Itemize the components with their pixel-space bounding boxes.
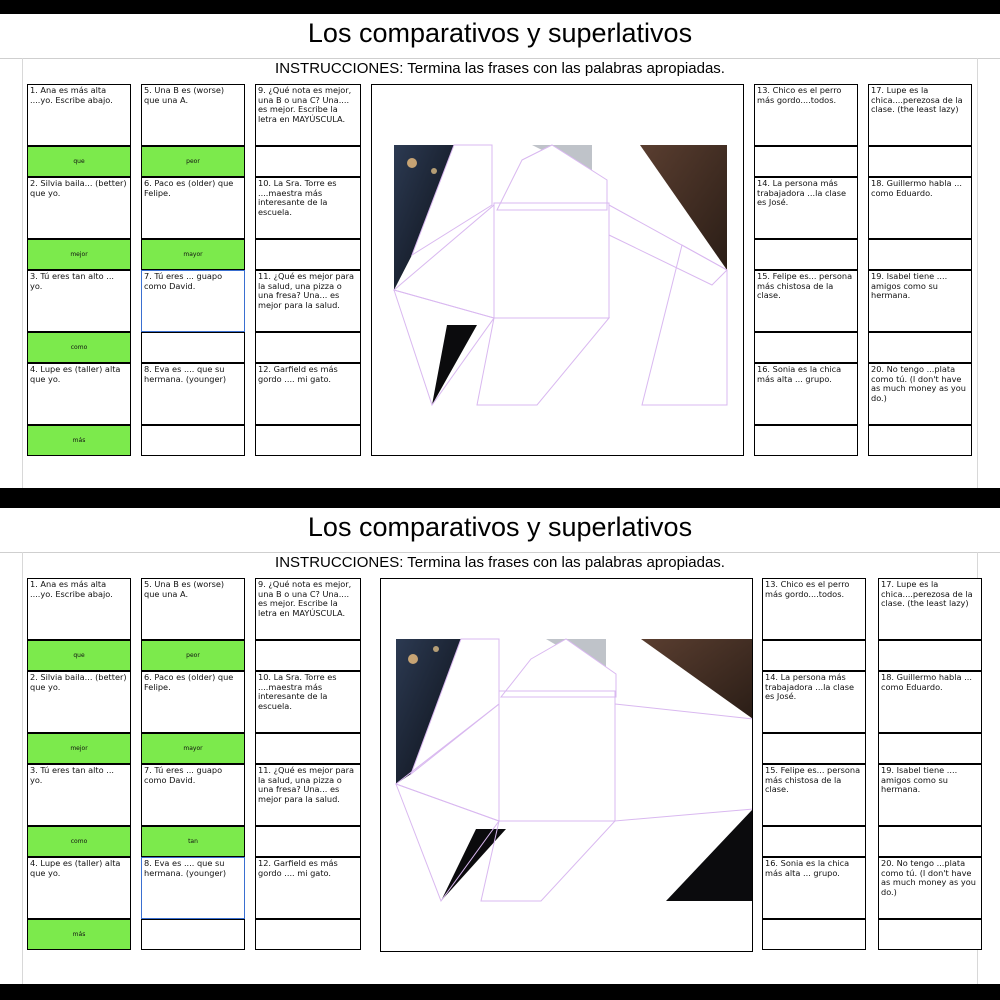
answer-13[interactable] [754, 146, 858, 177]
question-4[interactable]: 4. Lupe es (taller) alta que yo. [27, 857, 131, 919]
outline-piece [477, 318, 609, 405]
question-16[interactable]: 16. Sonia es la chica más alta ... grupo. [762, 857, 866, 919]
title-divider [0, 552, 1000, 553]
answer-3[interactable]: como [27, 826, 131, 857]
question-1[interactable]: 1. Ana es más alta ....yo. Escribe abajo. [27, 84, 131, 146]
answer-16[interactable] [754, 425, 858, 456]
center-square-piece [494, 203, 609, 318]
question-2[interactable]: 2. Silvia baila... (better) que yo. [27, 177, 131, 239]
answer-11[interactable] [255, 826, 361, 857]
question-10[interactable]: 10. La Sra. Torre es ....maestra más interesante de la escuela. [255, 671, 361, 733]
question-14[interactable]: 14. La persona más trabajadora ...la clase es José. [762, 671, 866, 733]
page-margin-left [22, 552, 23, 984]
question-17[interactable]: 17. Lupe es la chica....perezosa de la clase. (the least lazy) [868, 84, 972, 146]
question-15[interactable]: 15. Felipe es... persona más chistosa de la clase. [754, 270, 858, 332]
answer-14[interactable] [762, 733, 866, 764]
question-8[interactable]: 8. Eva es .... que su hermana. (younger) [141, 363, 245, 425]
answer-5[interactable]: peor [141, 146, 245, 177]
question-6[interactable]: 6. Paco es (older) que Felipe. [141, 177, 245, 239]
answer-18[interactable] [878, 733, 982, 764]
question-20[interactable]: 20. No tengo ...plata como tú. (I don't have as much money as you do.) [868, 363, 972, 425]
question-7[interactable]: 7. Tú eres ... guapo como David. [141, 270, 245, 332]
question-19[interactable]: 19. Isabel tiene .... amigos como su hermana. [878, 764, 982, 826]
answer-12[interactable] [255, 425, 361, 456]
page-margin-left [22, 58, 23, 488]
question-15[interactable]: 15. Felipe es... persona más chistosa de la clase. [762, 764, 866, 826]
question-1[interactable]: 1. Ana es más alta ....yo. Escribe abajo. [27, 578, 131, 640]
outline-piece [396, 784, 499, 901]
question-5[interactable]: 5. Una B es (worse) que una A. [141, 578, 245, 640]
question-7[interactable]: 7. Tú eres ... guapo como David. [141, 764, 245, 826]
outline-piece [615, 704, 753, 821]
answer-10[interactable] [255, 239, 361, 270]
question-16[interactable]: 16. Sonia es la chica más alta ... grupo. [754, 363, 858, 425]
answer-12[interactable] [255, 919, 361, 950]
question-18[interactable]: 18. Guillermo habla ... como Eduardo. [868, 177, 972, 239]
answer-17[interactable] [868, 146, 972, 177]
question-11[interactable]: 11. ¿Qué es mejor para la salud, una pizza o una fresa? Una... es mejor para la salud. [255, 270, 361, 332]
slide-title: Los comparativos y superlativos [307, 512, 693, 542]
question-18[interactable]: 18. Guillermo habla ... como Eduardo. [878, 671, 982, 733]
stage-light [407, 158, 417, 168]
question-20[interactable]: 20. No tengo ...plata como tú. (I don't have as much money as you do.) [878, 857, 982, 919]
center-square-piece [499, 691, 615, 821]
dark-bottom-piece [666, 809, 753, 901]
slide-panel-2 [0, 508, 1000, 984]
answer-11[interactable] [255, 332, 361, 363]
puzzle-image-box[interactable] [380, 578, 753, 952]
slide-panel-1 [0, 14, 1000, 488]
stage-light [408, 654, 418, 664]
answer-15[interactable] [762, 826, 866, 857]
answer-3[interactable]: como [27, 332, 131, 363]
question-2[interactable]: 2. Silvia baila... (better) que yo. [27, 671, 131, 733]
question-17[interactable]: 17. Lupe es la chica....perezosa de la clase. (the least lazy) [878, 578, 982, 640]
answer-20[interactable] [878, 919, 982, 950]
question-13[interactable]: 13. Chico es el perro más gordo....todos. [754, 84, 858, 146]
answer-16[interactable] [762, 919, 866, 950]
answer-15[interactable] [754, 332, 858, 363]
instructions: INSTRUCCIONES: Termina las frases con las palabras apropiadas. [275, 554, 725, 571]
question-4[interactable]: 4. Lupe es (taller) alta que yo. [27, 363, 131, 425]
answer-1[interactable]: que [27, 146, 131, 177]
answer-4[interactable]: más [27, 919, 131, 950]
question-13[interactable]: 13. Chico es el perro más gordo....todos. [762, 578, 866, 640]
answer-7[interactable] [141, 332, 245, 363]
question-19[interactable]: 19. Isabel tiene .... amigos como su hermana. [868, 270, 972, 332]
question-8[interactable]: 8. Eva es .... que su hermana. (younger) [141, 857, 245, 919]
answer-8[interactable] [141, 919, 245, 950]
answer-13[interactable] [762, 640, 866, 671]
answer-7[interactable]: tan [141, 826, 245, 857]
brown-photo-piece [641, 639, 753, 719]
question-14[interactable]: 14. La persona más trabajadora ...la clase es José. [754, 177, 858, 239]
question-12[interactable]: 12. Garfield es más gordo .... mi gato. [255, 857, 361, 919]
question-6[interactable]: 6. Paco es (older) que Felipe. [141, 671, 245, 733]
answer-9[interactable] [255, 146, 361, 177]
question-11[interactable]: 11. ¿Qué es mejor para la salud, una pizza o una fresa? Una... es mejor para la salud. [255, 764, 361, 826]
question-5[interactable]: 5. Una B es (worse) que una A. [141, 84, 245, 146]
answer-9[interactable] [255, 640, 361, 671]
puzzle-image-box[interactable] [371, 84, 744, 456]
answer-6[interactable]: mayor [141, 733, 245, 764]
title-divider [0, 58, 1000, 59]
answer-19[interactable] [868, 332, 972, 363]
answer-10[interactable] [255, 733, 361, 764]
answer-14[interactable] [754, 239, 858, 270]
puzzle-pieces [381, 579, 753, 952]
dark-bottom-piece [441, 829, 506, 901]
answer-1[interactable]: que [27, 640, 131, 671]
answer-19[interactable] [878, 826, 982, 857]
answer-4[interactable]: más [27, 425, 131, 456]
answer-2[interactable]: mejor [27, 733, 131, 764]
instructions: INSTRUCCIONES: Termina las frases con las palabras apropiadas. [275, 60, 725, 77]
answer-20[interactable] [868, 425, 972, 456]
question-3[interactable]: 3. Tú eres tan alto ... yo. [27, 270, 131, 332]
answer-8[interactable] [141, 425, 245, 456]
answer-18[interactable] [868, 239, 972, 270]
stage-light [433, 646, 439, 652]
answer-6[interactable]: mayor [141, 239, 245, 270]
puzzle-pieces [372, 85, 744, 456]
question-12[interactable]: 12. Garfield es más gordo .... mi gato. [255, 363, 361, 425]
stage-light [431, 168, 437, 174]
answer-5[interactable]: peor [141, 640, 245, 671]
question-3[interactable]: 3. Tú eres tan alto ... yo. [27, 764, 131, 826]
question-9[interactable]: 9. ¿Qué nota es mejor, una B o una C? Una.... es mejor. Escribe la letra en MAYÚSCULA. [255, 578, 361, 640]
page-margin-right [977, 58, 978, 488]
dark-bottom-piece [432, 325, 477, 405]
slide-title: Los comparativos y superlativos [307, 18, 693, 48]
question-9[interactable]: 9. ¿Qué nota es mejor, una B o una C? Una.... es mejor. Escribe la letra en MAYÚSCULA. [255, 84, 361, 146]
question-10[interactable]: 10. La Sra. Torre es ....maestra más interesante de la escuela. [255, 177, 361, 239]
answer-17[interactable] [878, 640, 982, 671]
answer-2[interactable]: mejor [27, 239, 131, 270]
